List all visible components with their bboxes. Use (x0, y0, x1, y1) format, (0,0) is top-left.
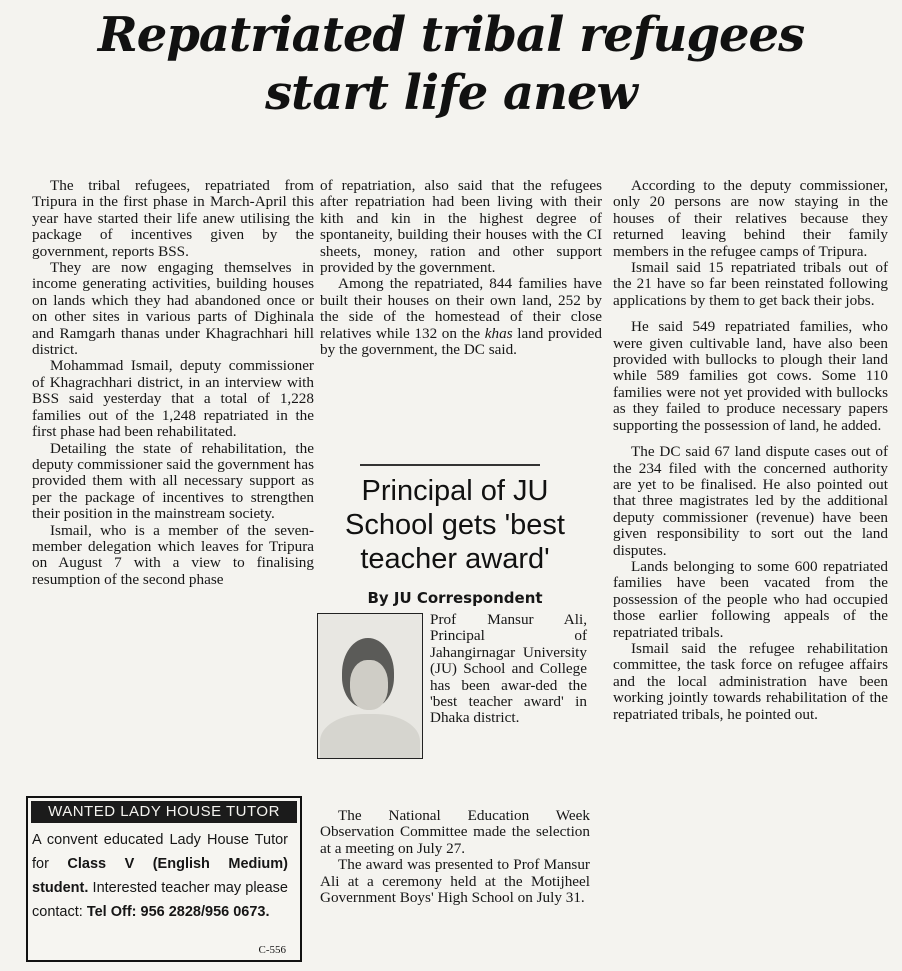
khas-term: khas (484, 324, 513, 342)
article-column-2 (320, 178, 602, 358)
sidebar-paragraph: The award was presented to Prof Mansur Ali at a ceremony held at the Motijheel Government Boys' High School on July 31. (320, 856, 590, 907)
article-paragraph: He said 549 repatriated families, who were given cultivable land, have also been provided with bullocks to plough their land while 589 families got cows. Some 110 families were not yet provided with bullocks as they failed to produce necessary papers supporting the possession of land, he added. (613, 318, 888, 434)
principal-photo (317, 613, 423, 759)
article-paragraph: Mohammad Ismail, deputy commissioner of Khagrachhari district, in an interview with BSS said yesterday that a total of 1,228 families out of the 1,248 repatriated in the first phase had been rehabilitated. (32, 357, 314, 441)
sidebar-story-body (320, 808, 590, 906)
article-paragraph: Among the repatriated, 844 families have built their houses on their own land, 252 by the side of the homestead of their close relatives while 132 on the khas land provided by the government, the DC said. (320, 275, 602, 359)
article-paragraph: of repatriation, also said that the refugees after repatriation had been living with their kith and kin in the highest degree of spontaneity, building their houses with the CI sheets, money, ration and other support provided by the government. (320, 177, 602, 277)
article-column-1 (32, 178, 314, 588)
article-paragraph: Detailing the state of rehabilitation, the deputy commissioner said the government has provided them with all necessary support as per the package of incentives to strengthen their position in the mainstream society. (32, 439, 314, 523)
ad-body: A convent educated Lady House Tutor for Class V (English Medium) student. Interested teacher may please contact: Tel Off: 956 2828/956 0673. (32, 832, 289, 920)
sidebar-story-byline: By JU Correspondent (367, 589, 543, 607)
article-paragraph: Ismail said 15 repatriated tribals out of the 21 have so far been reinstated following applications by them to get back their jobs. (613, 259, 888, 309)
article-paragraph: The DC said 67 land dispute cases out of the 234 filed with the concerned authority are yet to be finalised. He also pointed out that three magistrates led by the additional deputy commissioner (revenue) have been given responsibility to sort out the land disputes. (613, 443, 888, 559)
classified-ad (26, 796, 302, 962)
article-paragraph: Ismail, who is a member of the seven-member delegation which leaves for Tripura on August 7 with a view to finalising resumption of the second phase (32, 521, 314, 588)
ad-code: C-556 (258, 944, 286, 956)
article-paragraph: The tribal refugees, repatriated from Tripura in the first phase in March-April this year have started their life anew utilising the package of incentives given by the government, reports BSS. (32, 177, 314, 260)
sidebar-story-headline: Principal of JU School gets 'best teacher award' (345, 475, 565, 575)
article-paragraph: According to the deputy commissioner, only 20 persons are now staying in the houses of their relatives because they returned leaving behind their family members in the refugee camps of Tripura. (613, 177, 888, 260)
headline-line-1: Repatriated tribal refugees (97, 7, 805, 63)
ad-contact: Tel Off: 956 2828/956 0673. (86, 904, 270, 920)
article-paragraph: They are now engaging themselves in income generating activities, building houses on lands which they had abandoned once or on other sites in various parts of Dighinala and Ramgarh thanas under Khagrachhari hill district. (32, 259, 314, 359)
story-divider (360, 464, 540, 466)
ad-title: WANTED LADY HOUSE TUTOR (31, 801, 297, 823)
sidebar-story-lead: Prof Mansur Ali, Principal of Jahangirnagar University (JU) School and College has been awar-ded the 'best teacher award' in Dhaka district. (430, 611, 587, 727)
article-paragraph: Ismail said the refugee rehabilitation committee, the task force on refugee affairs and the local administration have been working jointly towards rehabilitation of the repatriated tribals, he pointed out. (613, 639, 888, 723)
article-paragraph: Lands belonging to some 600 repatriated families have been vacated from the possession of the people who had occupied those earlier following appeals of the repatriated tribals. (613, 557, 888, 641)
sidebar-paragraph: The National Education Week Observation Committee made the selection at a meeting on July 27. (320, 807, 590, 857)
article-column-3 (613, 178, 888, 723)
article-headline (0, 6, 902, 122)
headline-line-2: start life anew (265, 65, 637, 121)
